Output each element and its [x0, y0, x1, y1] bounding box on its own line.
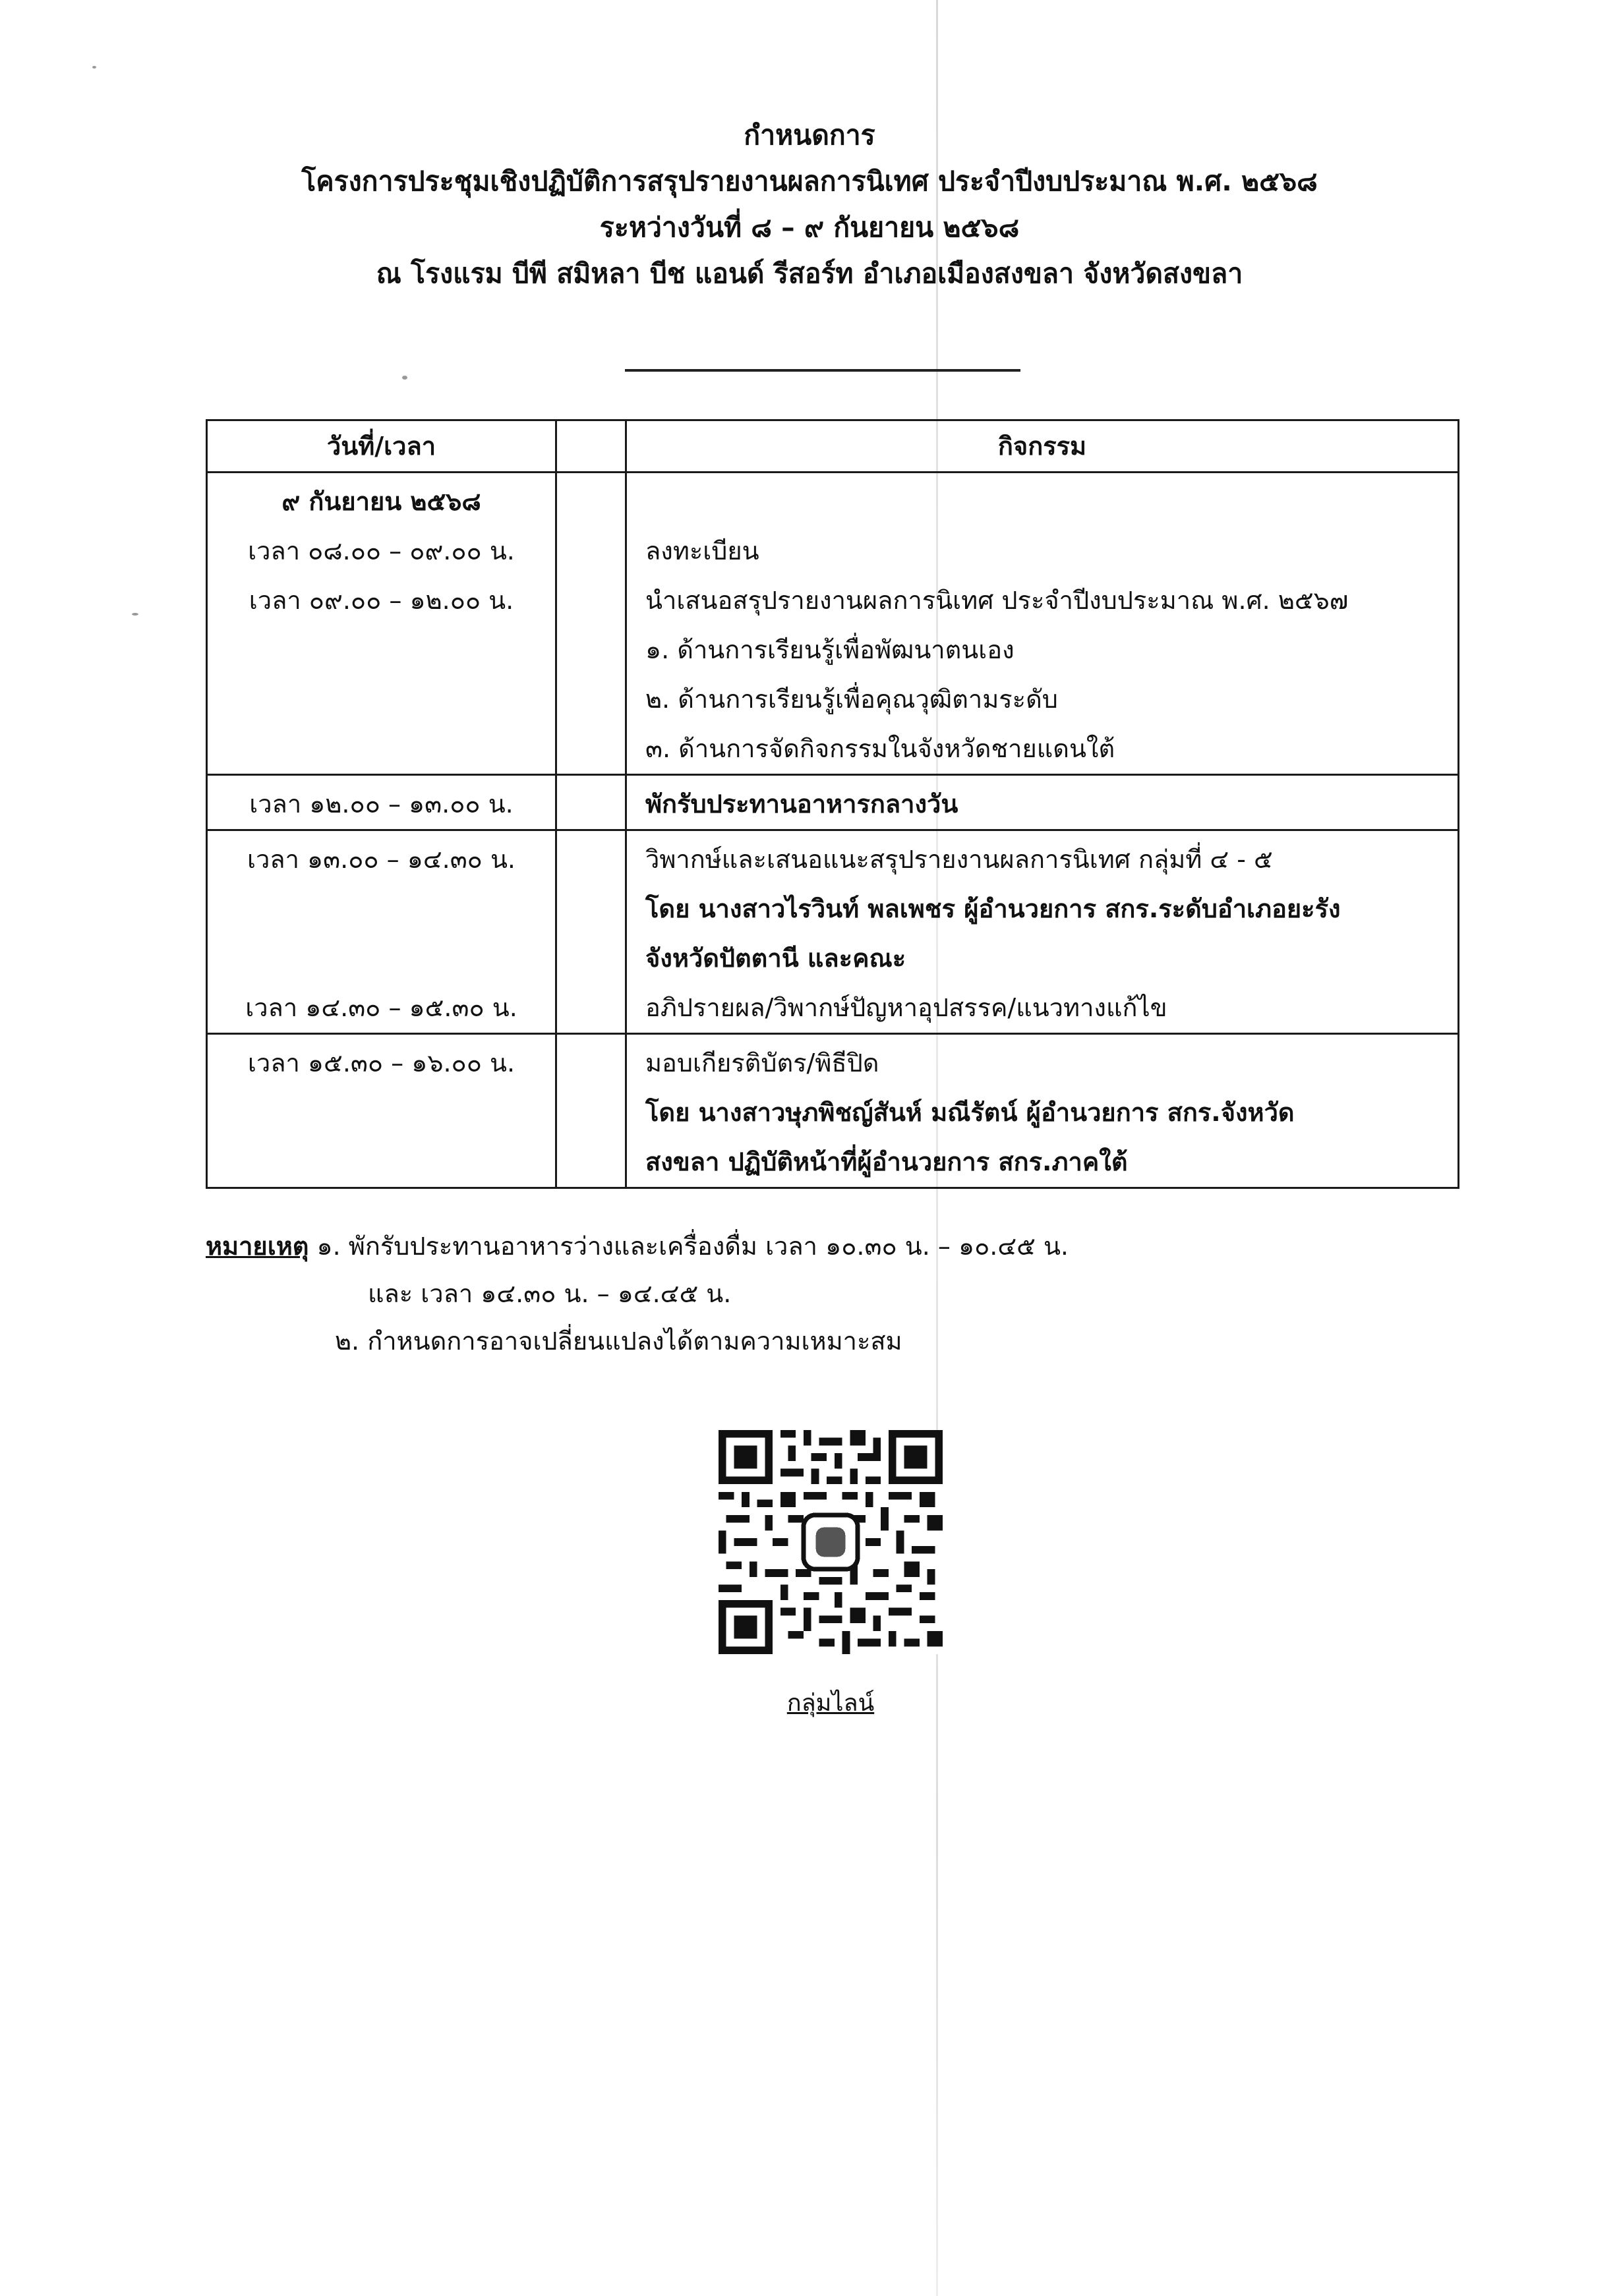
event-dates: ระหว่างวันที่ ๘ – ๙ กันยายน ๒๕๖๘	[599, 212, 1020, 243]
activity-cell	[626, 775, 1459, 830]
activity-speaker: โดย นางสาวษุภพิชญ์สันห์ มณีรัตน์ ผู้อำนวยการ สกร.จังหวัด	[645, 1098, 1295, 1127]
document-header	[0, 112, 1619, 297]
project-name: โครงการประชุมเชิงปฏิบัติการสรุปรายงานผลการนิเทศ ประจำปีงบประมาณ พ.ศ. ๒๕๖๘	[301, 165, 1318, 197]
scan-speck	[132, 613, 138, 616]
notes-label: หมายเหตุ	[206, 1232, 309, 1261]
time-cell	[207, 1034, 556, 1188]
activity-text: ลงทะเบียน	[645, 536, 759, 565]
activity-speaker: สงขลา ปฏิบัติหน้าที่ผู้อำนวยการ สกร.ภาคใต้	[645, 1147, 1128, 1176]
time-slot: เวลา ๑๓.๐๐ – ๑๔.๓๐ น.	[247, 845, 515, 874]
column-header-blank	[556, 420, 626, 473]
event-venue: ณ โรงแรม บีพี สมิหลา บีช แอนด์ รีสอร์ท อำเภอเมืองสงขลา จังหวัดสงขลา	[376, 258, 1243, 289]
table-row	[207, 1034, 1459, 1188]
time-slot: เวลา ๑๔.๓๐ – ๑๕.๓๐ น.	[245, 993, 517, 1022]
activity-text: มอบเกียรติบัตร/พิธีปิด	[645, 1048, 879, 1077]
document-title: กำหนดการ	[744, 119, 875, 151]
blank-cell	[556, 473, 626, 775]
time-slot: เวลา ๑๒.๐๐ – ๑๓.๐๐ น.	[249, 789, 514, 818]
note-item: ๒. กำหนดการอาจเปลี่ยนแปลงได้ตามความเหมาะสม	[335, 1327, 902, 1356]
time-cell	[207, 775, 556, 830]
table-row	[207, 775, 1459, 830]
table-header-row	[207, 420, 1459, 473]
activity-cell	[626, 473, 1459, 775]
notes-section	[206, 1222, 1069, 1365]
activity-cell	[626, 1034, 1459, 1188]
blank-cell	[556, 1034, 626, 1188]
activity-cell	[626, 830, 1459, 1034]
qr-code-icon[interactable]	[719, 1430, 943, 1654]
activity-text: พักรับประทานอาหารกลางวัน	[645, 789, 958, 818]
time-cell	[207, 473, 556, 775]
activity-subitem: ๓. ด้านการจัดกิจกรรมในจังหวัดชายแดนใต้	[645, 734, 1115, 763]
activity-speaker: โดย นางสาวไรวินท์ พลเพชร ผู้อำนวยการ สกร.ระดับอำเภอยะรัง	[645, 894, 1341, 923]
table-row	[207, 830, 1459, 1034]
time-slot: เวลา ๐๙.๐๐ – ๑๒.๐๐ น.	[249, 586, 514, 615]
activity-subitem: ๒. ด้านการเรียนรู้เพื่อคุณวุฒิตามระดับ	[645, 685, 1058, 714]
note-item: ๑. พักรับประทานอาหารว่างและเครื่องดื่ม เวลา ๑๐.๓๐ น. – ๑๐.๔๕ น.	[316, 1232, 1069, 1261]
note-row	[206, 1222, 1069, 1270]
time-cell	[207, 830, 556, 1034]
table-row	[207, 473, 1459, 775]
qr-caption: กลุ่มไลน์	[786, 1690, 875, 1717]
activity-text: วิพากษ์และเสนอแนะสรุปรายงานผลการนิเทศ กลุ่มที่ ๔ - ๕	[645, 845, 1273, 874]
activity-speaker: จังหวัดปัตตานี และคณะ	[645, 944, 906, 973]
activity-text: นำเสนอสรุปรายงานผลการนิเทศ ประจำปีงบประมาณ พ.ศ. ๒๕๖๗	[645, 586, 1349, 615]
schedule-table	[206, 419, 1459, 1189]
blank-cell	[556, 775, 626, 830]
schedule-date: ๙ กันยายน ๒๕๖๘	[281, 487, 481, 516]
header-underline	[625, 369, 1020, 372]
note-continuation: และ เวลา ๑๔.๓๐ น. – ๑๔.๔๕ น.	[368, 1279, 732, 1308]
time-slot: เวลา ๑๕.๓๐ – ๑๖.๐๐ น.	[247, 1048, 515, 1077]
scan-speck	[92, 66, 96, 69]
column-header-activity: กิจกรรม	[626, 420, 1459, 473]
activity-text: อภิปรายผล/วิพากษ์ปัญหาอุปสรรค/แนวทางแก้ไข	[645, 993, 1167, 1022]
column-header-time: วันที่/เวลา	[207, 420, 556, 473]
time-slot: เวลา ๐๘.๐๐ – ๐๙.๐๐ น.	[248, 536, 515, 565]
blank-cell	[556, 830, 626, 1034]
activity-subitem: ๑. ด้านการเรียนรู้เพื่อพัฒนาตนเอง	[645, 635, 1015, 664]
scan-speck	[402, 376, 407, 380]
